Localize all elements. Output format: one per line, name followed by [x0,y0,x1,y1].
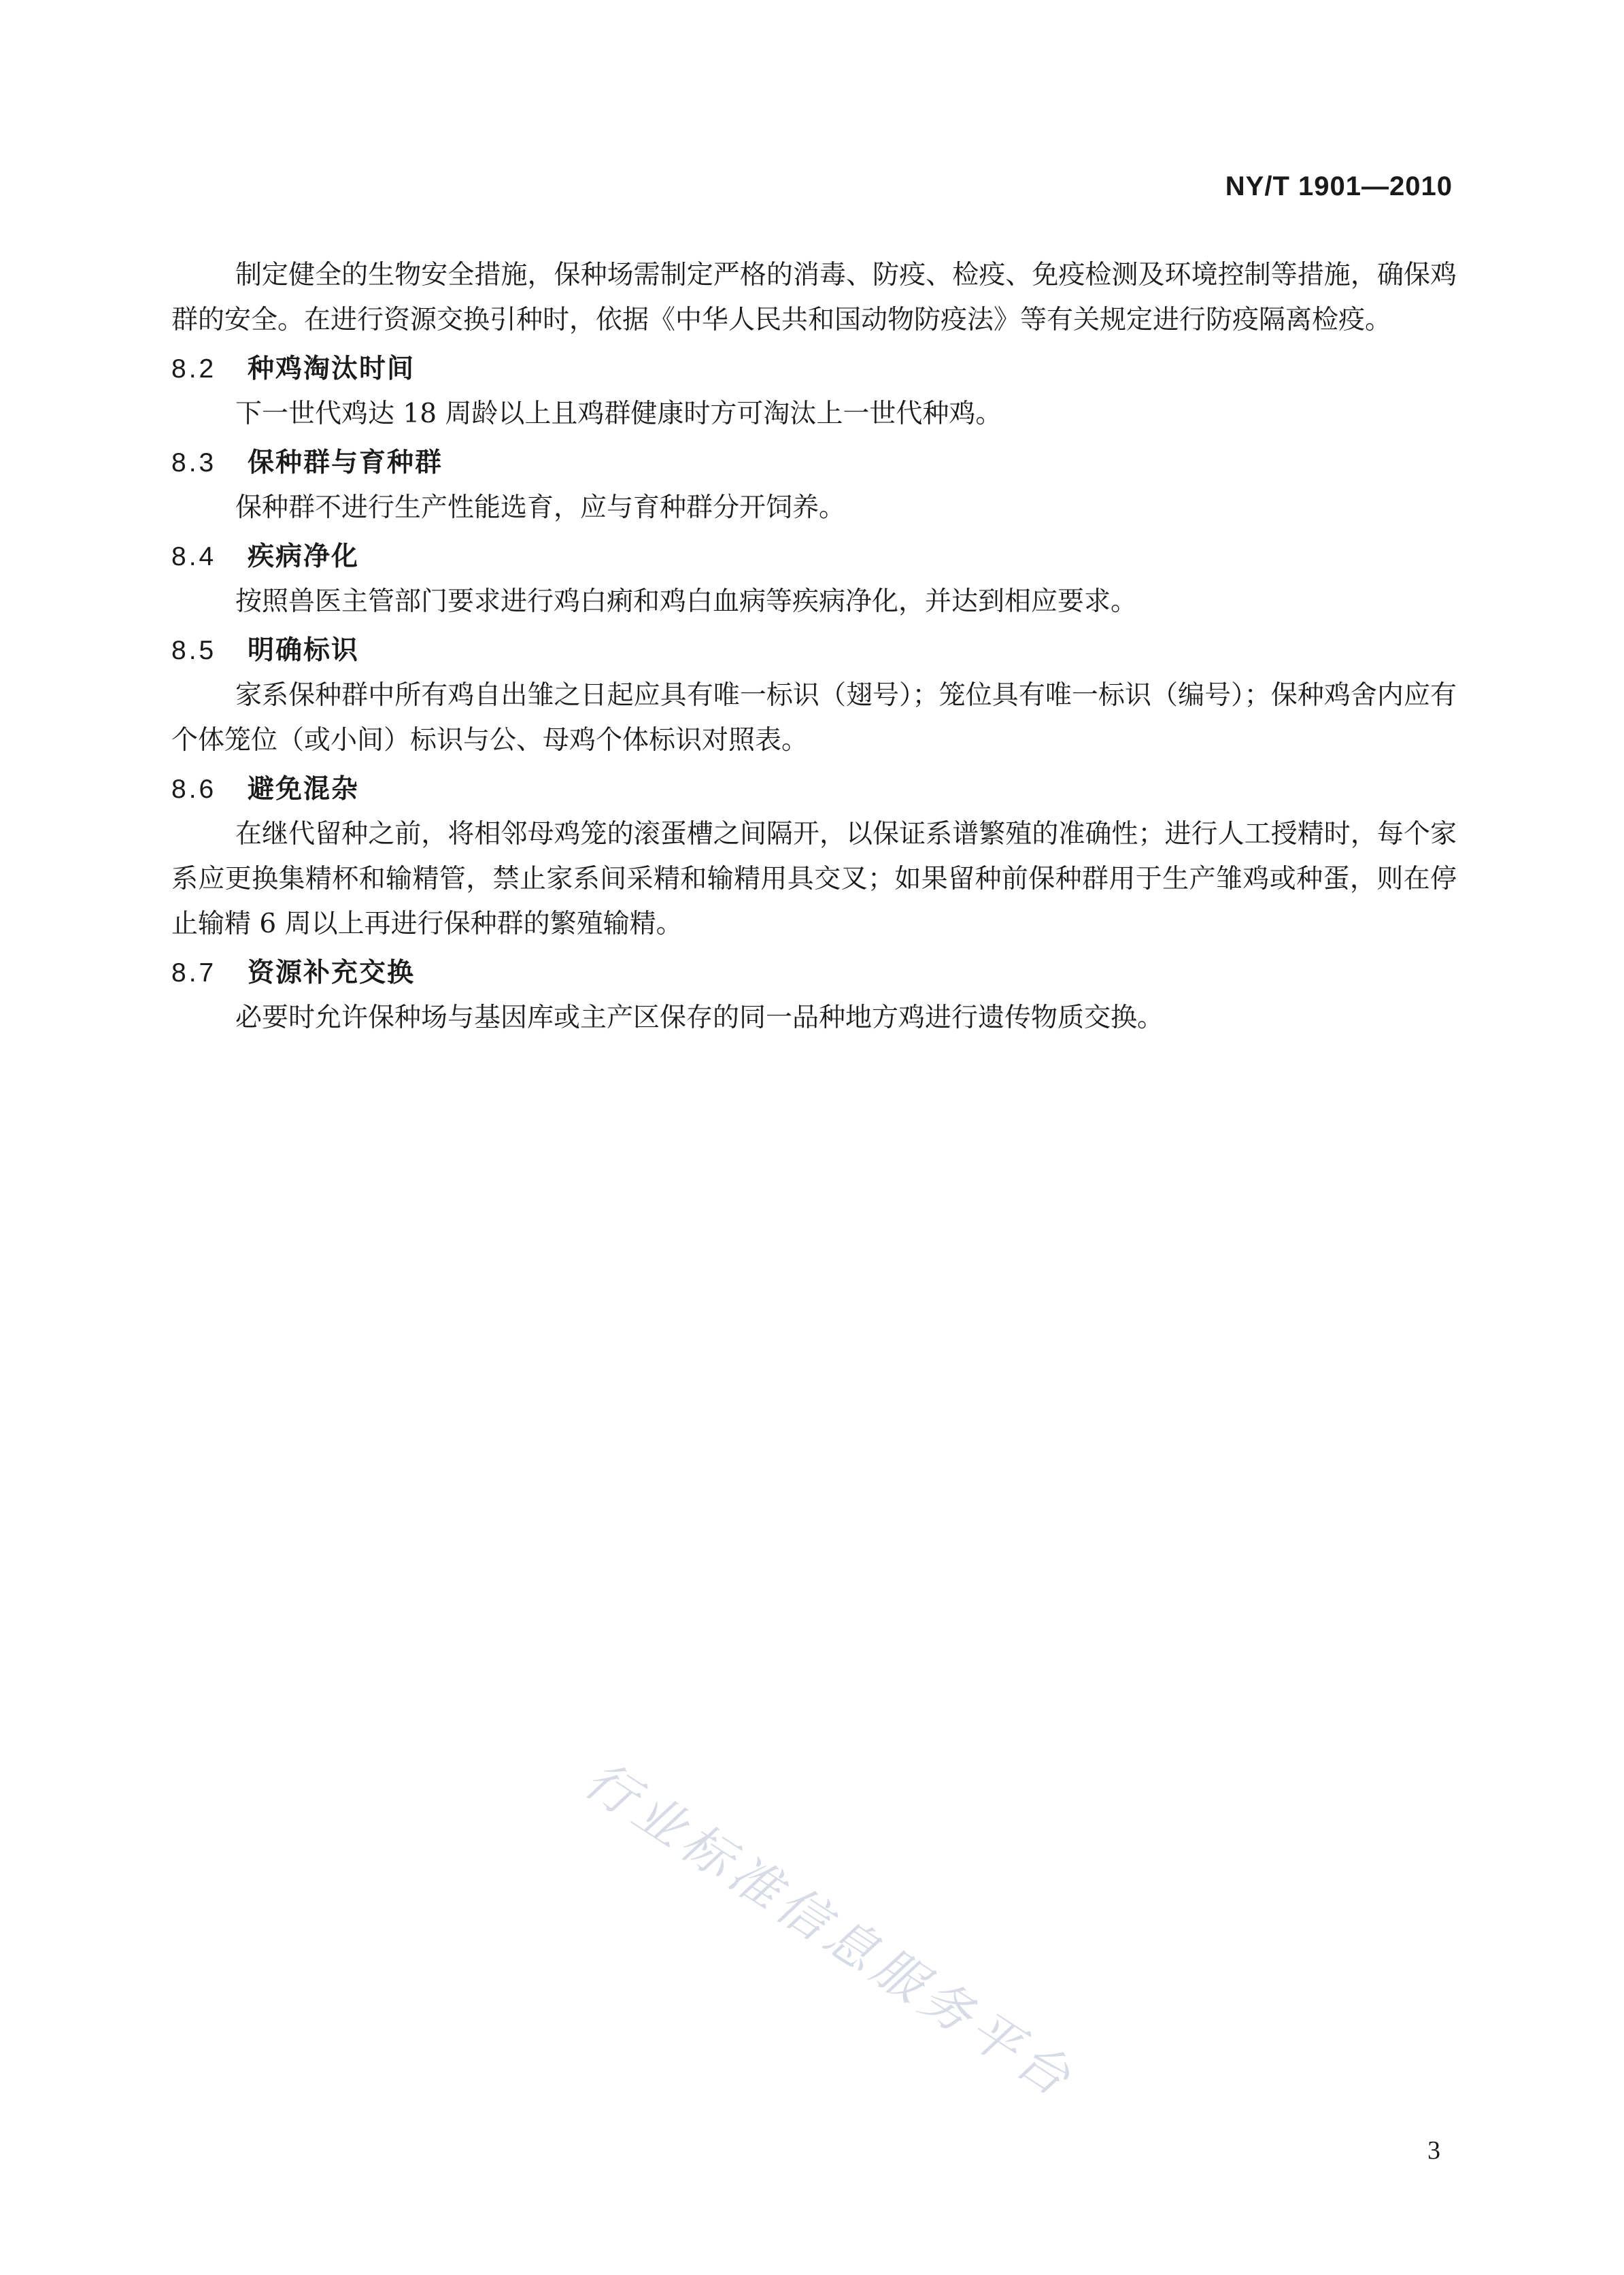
section-text: 必要时允许保种场与基因库或主产区保存的同一品种地方鸡进行遗传物质交换。 [235,1002,1164,1033]
section-8-6 [171,767,1457,947]
document-body [171,253,1457,1041]
section-heading [171,767,1457,812]
section-title: 资源补充交换 [248,958,416,988]
page-number: 3 [1427,2136,1440,2165]
section-number: 8.4 [171,542,217,571]
section-title: 避免混杂 [248,774,360,805]
section-number: 8.5 [171,636,217,665]
section-title: 疾病净化 [248,541,360,572]
section-text: 保种群不进行生产性能选育，应与育种群分开饲养。 [235,492,846,523]
section-8-5 [171,628,1457,763]
intro-paragraph: 制定健全的生物安全措施，保种场需制定严格的消毒、防疫、检疫、免疫检测及环境控制等措施，确保鸡群的安全。在进行资源交换引种时，依据《中华人民共和国动物防疫法》等有关规定进行防疫隔离检疫。 [171,260,1457,335]
section-text: 按照兽医主管部门要求进行鸡白痢和鸡白血病等疾病净化，并达到相应要求。 [235,586,1138,617]
section-number: 8.3 [171,448,217,477]
section-text: 在继代留种之前，将相邻母鸡笼的滚蛋槽之间隔开，以保证系谱繁殖的准确性；进行人工授精时，每个家系应更换集精杯和输精管，禁止家系间采精和输精用具交叉；如果留种前保种群用于生产雏鸡或种蛋，则在停止输精 6 周以上再进行保种群的繁殖输精。 [171,819,1457,939]
section-title: 明确标识 [248,635,360,666]
section-text: 下一世代鸡达 18 周龄以上且鸡群健康时方可淘汰上一世代种鸡。 [235,399,1002,429]
section-title: 保种群与育种群 [248,448,443,478]
section-heading [171,628,1457,673]
section-number: 8.6 [171,775,217,804]
section-title: 种鸡淘汰时间 [248,354,416,384]
section-heading [171,347,1457,392]
section-number: 8.7 [171,958,217,988]
section-8-2 [171,347,1457,437]
section-heading [171,441,1457,486]
section-8-3 [171,441,1457,530]
section-8-7 [171,951,1457,1041]
standard-code: NY/T 1901—2010 [1225,171,1453,201]
watermark-text: 行业标准信息服务平台 [574,1750,1085,2111]
section-heading [171,951,1457,996]
section-8-4 [171,535,1457,624]
section-number: 8.2 [171,354,217,384]
section-text: 家系保种群中所有鸡自出雏之日起应具有唯一标识（翅号）；笼位具有唯一标识（编号）；保种鸡舍内应有个体笼位（或小间）标识与公、母鸡个体标识对照表。 [171,680,1457,756]
section-heading [171,535,1457,579]
